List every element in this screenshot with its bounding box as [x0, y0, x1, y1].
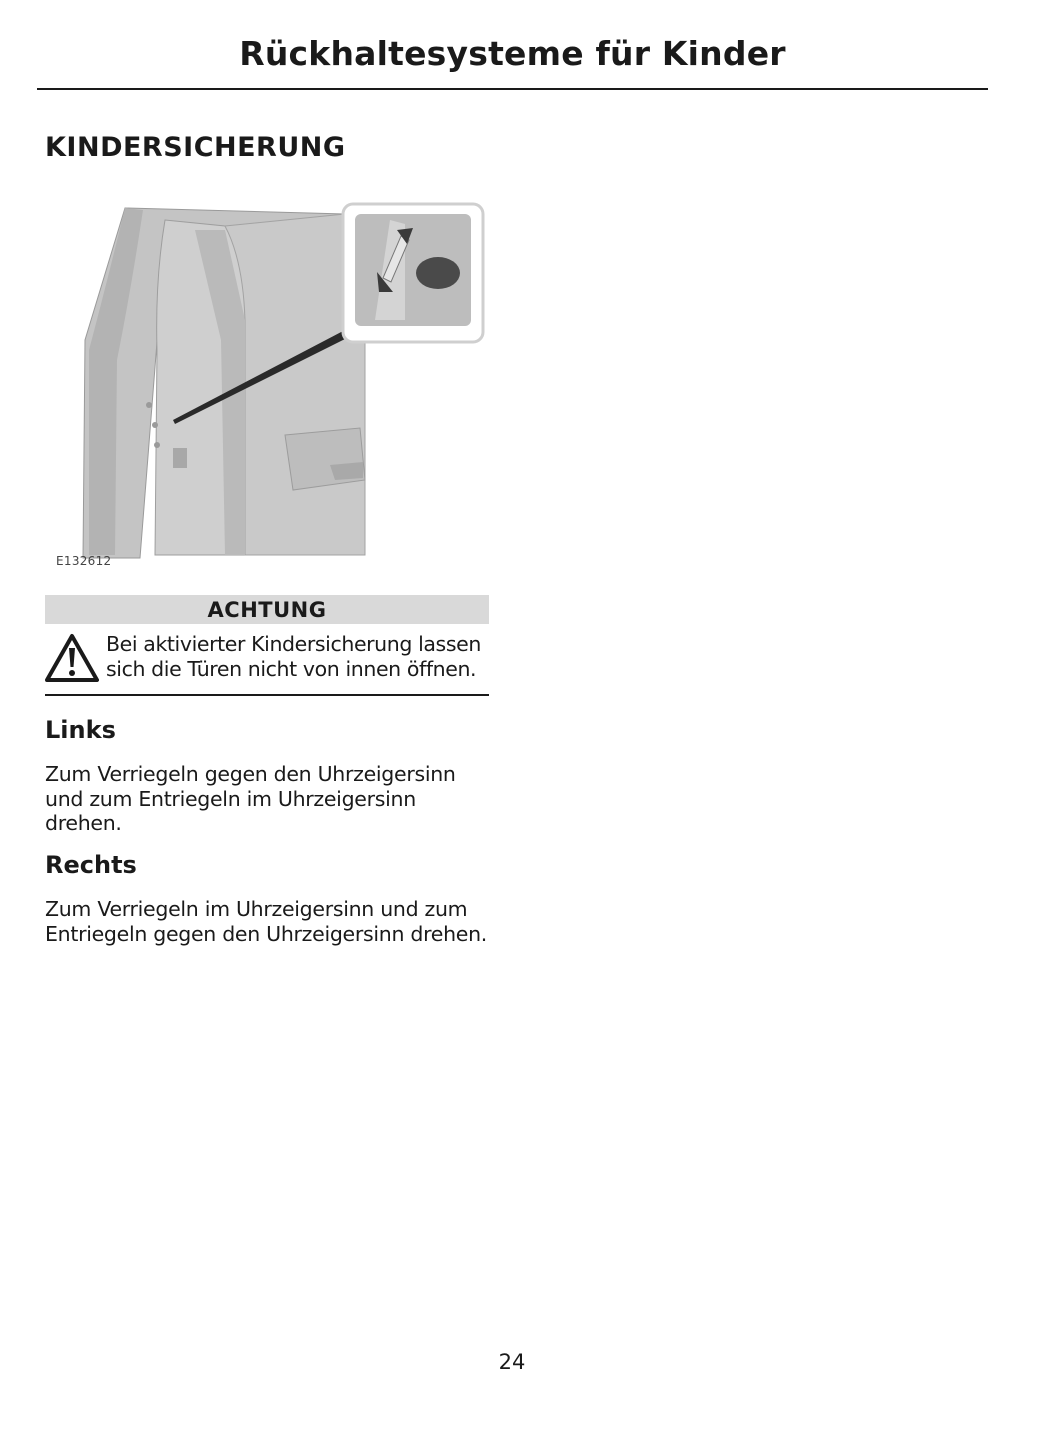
section-title: KINDERSICHERUNG: [45, 132, 346, 163]
warning-triangle-icon: [45, 633, 99, 683]
warning-box: [45, 595, 489, 696]
right-text: Zum Verriegeln im Uhrzeigersinn und zum Entriegeln gegen den Uhrzeigersinn drehen.: [45, 897, 487, 946]
figure-code: E132612: [56, 554, 112, 568]
child-lock-illustration: [45, 200, 490, 575]
left-heading: Links: [45, 716, 116, 744]
warning-text: Bei aktivierter Kindersicherung lassen sich die Türen nicht von innen öffnen.: [106, 632, 481, 681]
page-number: 24: [498, 1350, 526, 1374]
right-heading: Rechts: [45, 851, 137, 879]
door-child-lock-drawing: [45, 200, 490, 560]
warning-label: ACHTUNG: [45, 595, 489, 624]
left-text: Zum Verriegeln gegen den Uhrzeigersinn und zum Entriegeln im Uhrzeigersinn drehen.: [45, 762, 456, 835]
page-header: [37, 30, 988, 90]
page-title: Rückhaltesysteme für Kinder: [239, 34, 786, 73]
